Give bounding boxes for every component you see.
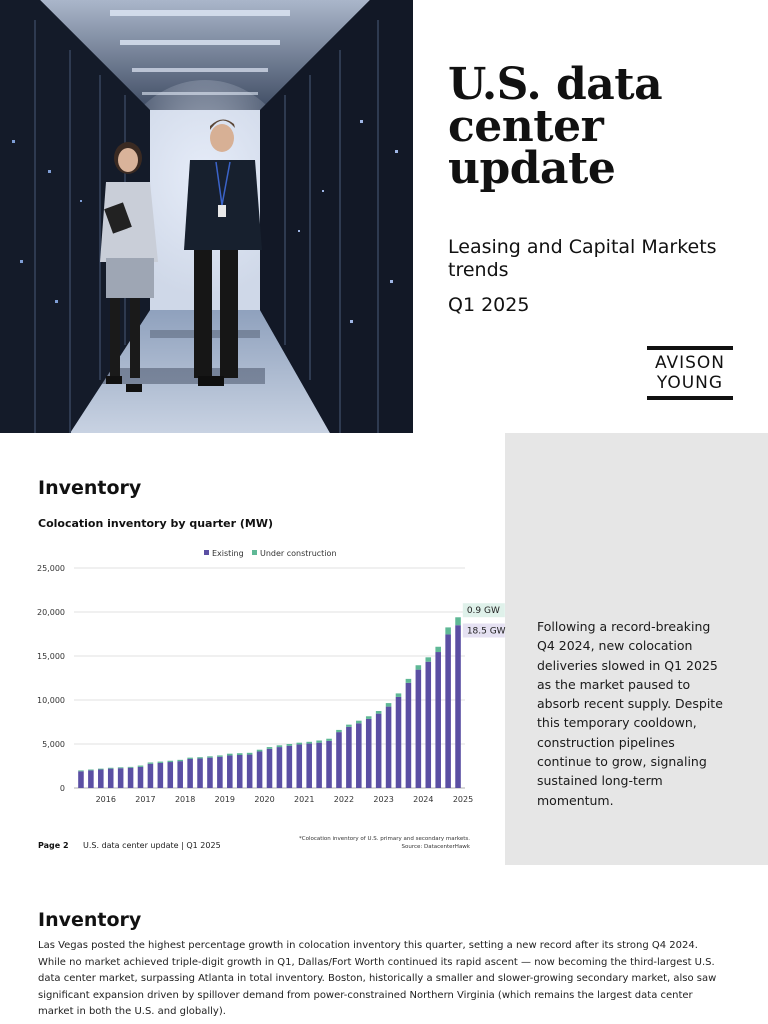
inventory-chart — [30, 540, 510, 810]
bar-existing — [108, 769, 114, 788]
bar-existing — [376, 714, 382, 788]
bar-existing — [207, 758, 213, 788]
bar-existing — [445, 634, 451, 788]
bar-existing — [416, 670, 422, 788]
footer-doc-title: U.S. data center update | Q1 2025 — [83, 841, 221, 850]
bar-existing — [406, 683, 412, 788]
bar-under-construction — [326, 739, 332, 741]
footer-page-number: Page 2 — [38, 841, 69, 850]
bar-under-construction — [425, 657, 431, 661]
bar-under-construction — [287, 744, 293, 746]
chart-svg — [30, 540, 510, 810]
bar-existing — [386, 707, 392, 788]
bar-under-construction — [237, 753, 243, 755]
inventory-body-text: Las Vegas posted the highest percentage growth in colocation inventory this quarter, setting a new record after its strong Q4 2024. While no market achieved triple-digit growth in Q1, Dallas/Fort Worth continued its rapid ascent — now becoming the third-largest U.S. data center market, surpassing Atlanta in total inventory. Boston, historically a smaller and slower-growing secondary market, also saw significant expansion driven by spillover demand from power-constrained Northern Virginia (which remains the largest data center market in both the U.S. and globally). — [38, 940, 717, 1017]
bar-under-construction — [167, 761, 173, 762]
y-tick-label: 15,000 — [37, 652, 65, 661]
cover-photo — [0, 0, 413, 433]
bar-under-construction — [197, 757, 203, 758]
bar-under-construction — [316, 740, 322, 742]
side-panel-text: Following a record-breaking Q4 2024, new colocation deliveries slowed in Q1 2025 as the market paused to absorb recent supply. Despite this temporary cooldown, construction pipelines continue to grow, signaling sustained long-term momentum. — [537, 619, 723, 808]
legend-label-under-construction: Under construction — [260, 549, 337, 558]
x-tick-label: 2024 — [413, 795, 434, 804]
annotation-under-construction: 0.9 GW — [466, 606, 500, 617]
bar-under-construction — [267, 747, 273, 749]
x-tick-label: 2025 — [452, 795, 474, 804]
bar-under-construction — [158, 762, 164, 763]
bar-under-construction — [346, 725, 352, 727]
avison-young-logo — [647, 346, 733, 400]
footnote-line-1: *Colocation inventory of U.S. primary and secondary markets. — [298, 836, 470, 842]
bar-under-construction — [366, 716, 372, 719]
bar-under-construction — [277, 745, 283, 747]
cover-quarter: Q1 2025 — [448, 294, 530, 316]
x-tick-label: 2016 — [95, 795, 116, 804]
bar-under-construction — [445, 627, 451, 634]
section-title-inventory-2: Inventory — [38, 909, 142, 931]
logo-line-2: YOUNG — [656, 373, 724, 393]
bar-under-construction — [118, 767, 124, 768]
x-tick-label: 2019 — [214, 795, 236, 804]
bar-existing — [366, 719, 372, 788]
y-tick-label: 25,000 — [37, 564, 65, 573]
bar-under-construction — [376, 711, 382, 714]
bar-existing — [287, 746, 293, 788]
bar-existing — [247, 755, 253, 788]
bar-under-construction — [217, 755, 223, 756]
bar-existing — [396, 697, 402, 788]
bar-under-construction — [78, 770, 84, 771]
bar-under-construction — [396, 693, 402, 697]
logo-line-1: AVISON — [654, 353, 726, 373]
bar-under-construction — [247, 753, 253, 755]
bar-under-construction — [177, 760, 183, 761]
bar-existing — [425, 662, 431, 788]
bar-existing — [98, 770, 104, 788]
x-tick-label: 2018 — [174, 795, 196, 804]
chart-annotations — [463, 603, 506, 637]
bar-under-construction — [98, 769, 104, 770]
bar-under-construction — [257, 750, 263, 752]
bar-under-construction — [306, 742, 312, 744]
bar-existing — [326, 741, 332, 788]
y-tick-labels — [37, 564, 65, 793]
legend-label-existing: Existing — [212, 549, 244, 558]
bar-existing — [217, 757, 223, 788]
bar-existing — [237, 755, 243, 788]
side-panel — [505, 433, 768, 865]
bar-under-construction — [386, 703, 392, 707]
bar-existing — [277, 747, 283, 788]
bar-existing — [138, 767, 144, 788]
annotation-existing: 18.5 GW — [466, 626, 506, 637]
bar-existing — [257, 751, 263, 788]
section-title-inventory: Inventory — [38, 477, 142, 499]
legend-swatch-existing — [204, 550, 209, 555]
bar-under-construction — [138, 766, 144, 767]
chart-footnote — [270, 836, 470, 851]
bar-under-construction — [207, 756, 213, 757]
data-center-illustration — [0, 0, 413, 433]
bar-existing — [118, 768, 124, 788]
bar-existing — [296, 744, 302, 788]
bar-existing — [177, 761, 183, 788]
bar-existing — [197, 759, 203, 788]
chart-title: Colocation inventory by quarter (MW) — [38, 517, 273, 530]
bar-under-construction — [227, 754, 233, 756]
bar-under-construction — [128, 767, 134, 768]
bar-existing — [455, 625, 461, 788]
bar-under-construction — [88, 770, 94, 771]
bar-existing — [346, 727, 352, 788]
bar-under-construction — [108, 768, 114, 769]
chart-legend — [204, 549, 337, 558]
cover-subtitle: Leasing and Capital Markets trends — [448, 236, 717, 281]
footnote-source: Source: DatacenterHawk — [401, 843, 470, 850]
y-tick-label: 5,000 — [42, 740, 65, 749]
x-tick-label: 2017 — [135, 795, 156, 804]
cover-title: U.S. data center update — [448, 59, 663, 194]
x-tick-label: 2020 — [254, 795, 275, 804]
bar-existing — [336, 732, 342, 788]
y-tick-label: 20,000 — [37, 608, 65, 617]
x-tick-label: 2021 — [294, 795, 315, 804]
bar-existing — [128, 768, 134, 788]
x-tick-labels — [96, 795, 474, 804]
bar-existing — [158, 763, 164, 788]
bar-under-construction — [455, 617, 461, 625]
bar-under-construction — [435, 647, 441, 652]
y-tick-label: 10,000 — [37, 696, 65, 705]
bar-under-construction — [336, 730, 342, 732]
bar-existing — [187, 759, 193, 788]
bar-existing — [78, 771, 84, 788]
bar-existing — [316, 743, 322, 788]
bar-existing — [88, 770, 94, 788]
bar-existing — [356, 723, 362, 788]
x-tick-label: 2023 — [373, 795, 394, 804]
bar-under-construction — [187, 758, 193, 759]
bar-existing — [167, 762, 173, 788]
bar-existing — [227, 755, 233, 788]
bar-under-construction — [148, 762, 154, 763]
y-tick-label: 0 — [59, 784, 65, 793]
bar-under-construction — [416, 665, 422, 669]
bar-under-construction — [406, 679, 412, 683]
bar-existing — [306, 744, 312, 788]
bar-under-construction — [296, 743, 302, 745]
bar-existing — [435, 652, 441, 788]
bar-existing — [148, 764, 154, 788]
legend-swatch-under-construction — [252, 550, 257, 555]
bar-existing — [267, 749, 273, 788]
chart-bars — [78, 617, 461, 788]
x-tick-label: 2022 — [333, 795, 355, 804]
bar-under-construction — [356, 721, 362, 724]
